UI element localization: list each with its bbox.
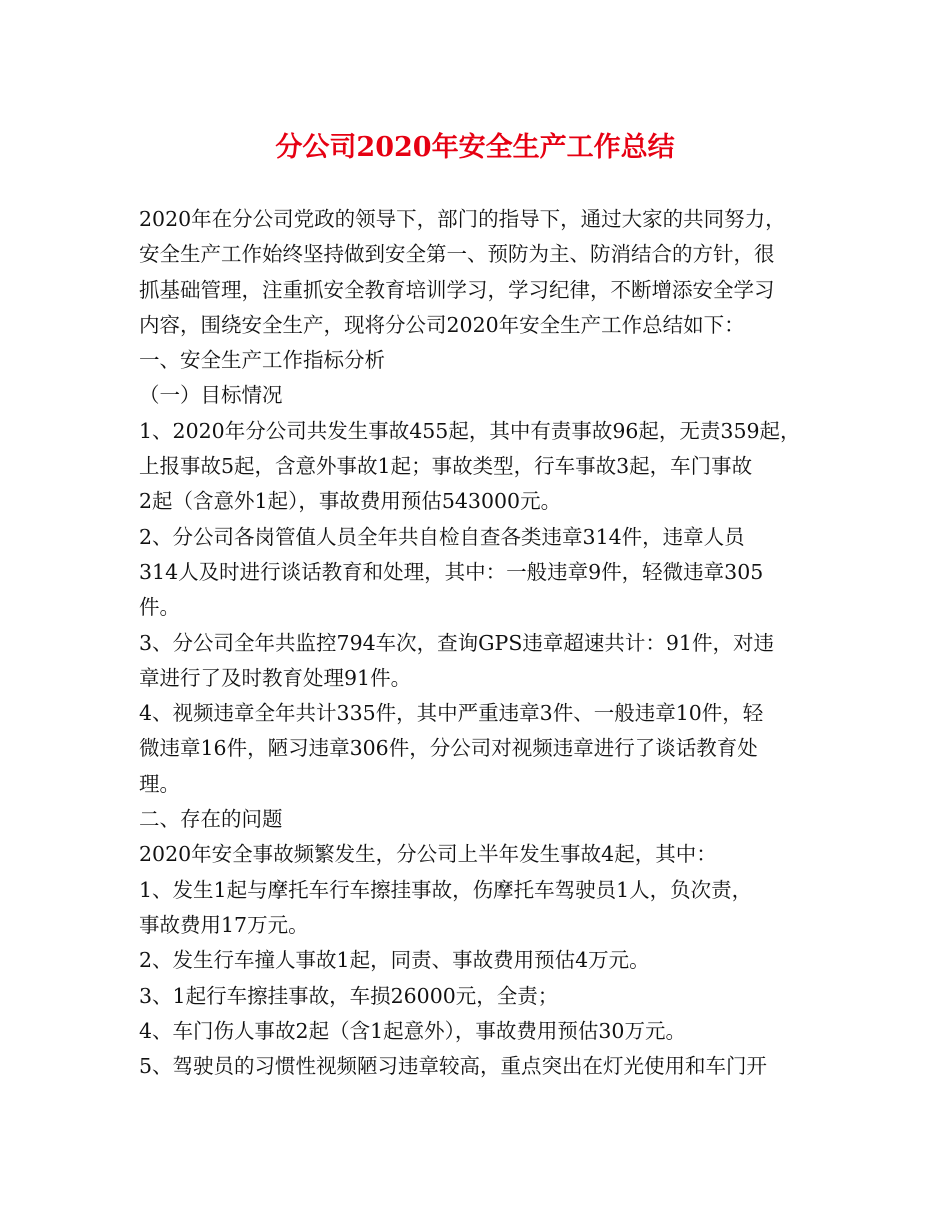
body-line: 5、驾驶员的习惯性视频陋习违章较高，重点突出在灯光使用和车门开 — [139, 1054, 768, 1079]
body-line: 4、视频违章全年共计335件，其中严重违章3件、一般违章10件，轻 — [139, 701, 764, 726]
document-body — [139, 202, 819, 1084]
body-line: 件。 — [139, 595, 180, 620]
body-line: 1、发生1起与摩托车行车擦挂事故，伤摩托车驾驶员1人，负次责， — [139, 877, 753, 902]
body-line: 3、1起行车擦挂事故，车损26000元，全责； — [139, 983, 559, 1008]
body-line: 内容，围绕安全生产，现将分公司2020年安全生产工作总结如下： — [139, 312, 745, 337]
body-line: 2、分公司各岗管值人员全年共自检自查各类违章314件，违章人员 — [139, 524, 745, 549]
body-line: 2020年安全事故频繁发生，分公司上半年发生事故4起，其中： — [139, 842, 717, 867]
body-line: 3、分公司全年共监控794车次，查询GPS违章超速共计：91件，对违 — [139, 630, 774, 655]
body-line: 微违章16件，陋习违章306件，分公司对视频违章进行了谈话教育处 — [139, 736, 758, 761]
body-line: 事故费用17万元。 — [139, 912, 309, 937]
body-line: 2020年在分公司党政的领导下，部门的指导下，通过大家的共同努力， — [139, 207, 786, 231]
body-line: 4、车门伤人事故2起（含1起意外），事故费用预估30万元。 — [139, 1018, 686, 1043]
section-heading: 一、安全生产工作指标分析 — [139, 348, 385, 373]
body-line: 2、发生行车撞人事故1起，同责、事故费用预估4万元。 — [139, 948, 650, 973]
body-line: 章进行了及时教育处理91件。 — [139, 665, 412, 690]
body-line: 上报事故5起，含意外事故1起；事故类型，行车事故3起，车门事故 — [139, 454, 753, 479]
body-line: 314人及时进行谈话教育和处理，其中：一般违章9件，轻微违章305 — [139, 559, 764, 584]
body-line: 安全生产工作始终坚持做到安全第一、预防为主、防消结合的方针，很 — [139, 242, 775, 267]
body-line: 理。 — [139, 771, 180, 796]
section-heading: 二、存在的问题 — [139, 807, 283, 832]
body-line: 抓基础管理，注重抓安全教育培训学习，学习纪律，不断增添安全学习 — [139, 277, 775, 302]
body-line: 2起（含意外1起），事故费用预估543000元。 — [139, 489, 562, 514]
document-title: 分公司2020年安全生产工作总结 — [275, 132, 675, 163]
subsection-heading: （一）目标情况 — [139, 383, 283, 408]
body-line: 1、2020年分公司共发生事故455起，其中有责事故96起，无责359起， — [139, 418, 801, 443]
